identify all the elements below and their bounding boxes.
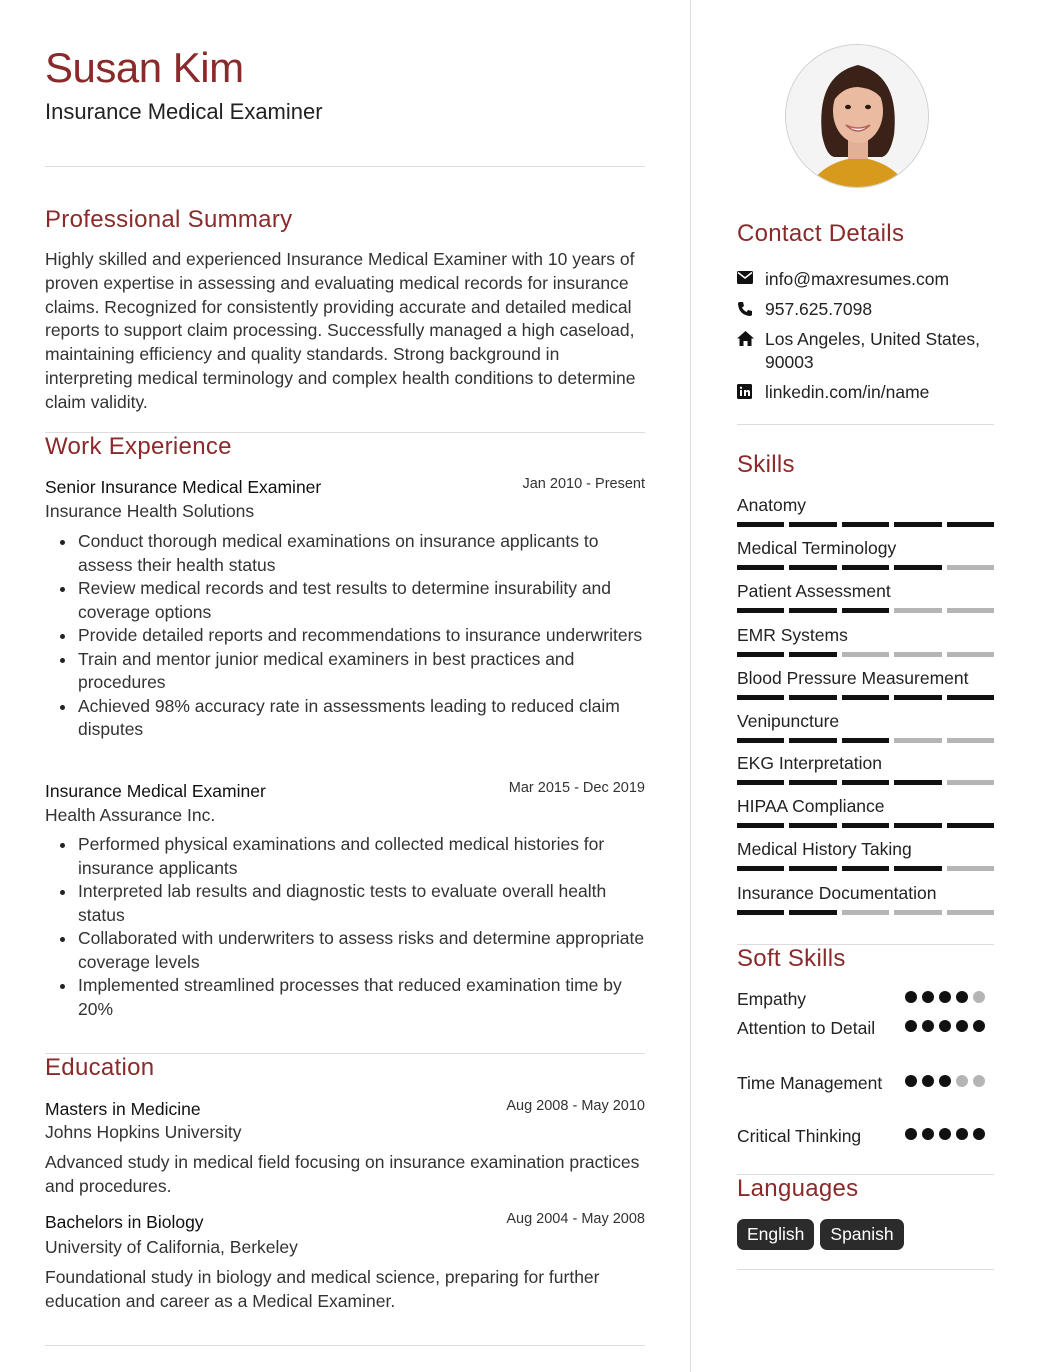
column-divider xyxy=(690,0,691,1372)
skill-level-segment xyxy=(947,695,994,700)
experience-heading: Work Experience xyxy=(45,433,232,460)
skill-level-segment xyxy=(789,738,836,743)
skill-level-segment xyxy=(947,522,994,527)
skill-label: Medical History Taking xyxy=(737,839,912,859)
skill-level-segment xyxy=(894,565,941,570)
skill-label: Anatomy xyxy=(737,495,807,515)
skill-level-segment xyxy=(789,522,836,527)
skill-level-segment xyxy=(842,866,889,871)
skill-level-segment xyxy=(894,652,941,657)
home-icon xyxy=(737,328,765,351)
skill-row xyxy=(737,838,994,871)
profile-photo xyxy=(785,44,929,188)
skill-level-bar xyxy=(737,652,994,657)
skill-level-segment xyxy=(842,780,889,785)
skill-level-segment xyxy=(737,866,784,871)
skill-level-segment xyxy=(842,695,889,700)
job-organization: Insurance Health Solutions xyxy=(45,501,255,521)
skill-row xyxy=(737,795,994,828)
list-item: Collaborated with underwriters to assess risks and determine appropriate coverage levels xyxy=(45,927,645,974)
contact-heading: Contact Details xyxy=(737,220,905,247)
skill-level-segment xyxy=(789,565,836,570)
skill-level-bar xyxy=(737,695,994,700)
divider xyxy=(737,1269,994,1270)
skill-label: EMR Systems xyxy=(737,625,848,645)
rating-dot xyxy=(905,991,917,1003)
linkedin-icon xyxy=(737,381,765,404)
skill-level-segment xyxy=(842,910,889,915)
summary-heading: Professional Summary xyxy=(45,206,293,233)
rating-dot xyxy=(939,1128,951,1140)
job-date: Jan 2010 - Present xyxy=(522,476,645,492)
list-item: Achieved 98% accuracy rate in assessments leading to reduced claim disputes xyxy=(45,695,645,742)
education-description: Advanced study in medical field focusing on insurance examination practices and procedures. xyxy=(45,1152,640,1196)
soft-skill-label: Critical Thinking xyxy=(737,1126,862,1146)
summary-text: Highly skilled and experienced Insurance Medical Examiner with 10 years of proven expertise in assessing and evaluating medical records for insurance claims. Recognized for consistently providing accurate and detailed medical reports to support claim processing. Successfully managed a high caseload, maintaining efficiency and quality standards. Strong background in interpreting medical terminology and complex health conditions to determine claim validity. xyxy=(45,249,636,412)
skill-level-bar xyxy=(737,565,994,570)
skill-level-segment xyxy=(947,652,994,657)
skill-level-segment xyxy=(789,910,836,915)
skill-row xyxy=(737,710,994,743)
job-organization: Health Assurance Inc. xyxy=(45,805,216,825)
skill-level-segment xyxy=(789,866,836,871)
soft-skill-rating xyxy=(905,1128,985,1140)
skill-label: Venipuncture xyxy=(737,711,840,731)
job-bullets xyxy=(45,530,645,742)
skill-level-segment xyxy=(894,522,941,527)
degree-title: Bachelors in Biology xyxy=(45,1212,204,1232)
rating-dot xyxy=(956,991,968,1003)
education-description: Foundational study in biology and medical science, preparing for further education and career as a Medical Examiner. xyxy=(45,1267,600,1311)
skill-level-segment xyxy=(842,652,889,657)
skill-level-segment xyxy=(947,823,994,828)
skill-level-segment xyxy=(842,738,889,743)
soft-skills-heading: Soft Skills xyxy=(737,945,846,972)
skill-level-segment xyxy=(842,522,889,527)
skill-label: EKG Interpretation xyxy=(737,753,882,773)
rating-dot xyxy=(973,1128,985,1140)
skill-level-segment xyxy=(947,866,994,871)
skill-level-bar xyxy=(737,910,994,915)
skill-level-segment xyxy=(842,823,889,828)
skill-level-segment xyxy=(737,780,784,785)
skill-row xyxy=(737,537,994,570)
education-date: Aug 2004 - May 2008 xyxy=(506,1211,645,1227)
skill-label: Medical Terminology xyxy=(737,538,897,558)
divider xyxy=(45,166,645,167)
soft-skill-label: Empathy xyxy=(737,989,807,1009)
skill-level-segment xyxy=(894,695,941,700)
language-chip: Spanish xyxy=(820,1219,903,1250)
rating-dot xyxy=(973,1075,985,1087)
skill-level-segment xyxy=(894,910,941,915)
contact-linkedin[interactable] xyxy=(737,381,994,404)
skill-label: Insurance Documentation xyxy=(737,883,937,903)
skill-row xyxy=(737,624,994,657)
contact-email[interactable] xyxy=(737,268,994,291)
rating-dot xyxy=(922,991,934,1003)
rating-dot xyxy=(956,1128,968,1140)
skill-row xyxy=(737,882,994,915)
rating-dot xyxy=(956,1020,968,1032)
job-title: Insurance Medical Examiner xyxy=(45,781,266,801)
skill-level-bar xyxy=(737,608,994,613)
school-name: Johns Hopkins University xyxy=(45,1122,242,1142)
divider xyxy=(45,1345,645,1346)
skill-level-bar xyxy=(737,823,994,828)
education-date: Aug 2008 - May 2010 xyxy=(506,1098,645,1114)
skill-level-segment xyxy=(737,823,784,828)
rating-dot xyxy=(922,1075,934,1087)
skill-level-segment xyxy=(894,823,941,828)
rating-dot xyxy=(939,991,951,1003)
skill-level-bar xyxy=(737,866,994,871)
soft-skill-label: Time Management xyxy=(737,1073,883,1093)
rating-dot xyxy=(973,991,985,1003)
languages-list xyxy=(737,1219,904,1250)
envelope-icon xyxy=(737,268,765,289)
skill-label: Patient Assessment xyxy=(737,581,891,601)
skill-level-segment xyxy=(737,910,784,915)
skill-level-bar xyxy=(737,780,994,785)
rating-dot xyxy=(922,1020,934,1032)
skill-row xyxy=(737,494,994,527)
rating-dot xyxy=(939,1020,951,1032)
skill-level-segment xyxy=(737,738,784,743)
job-bullets xyxy=(45,833,645,1021)
skill-level-segment xyxy=(737,565,784,570)
soft-skill-rating xyxy=(905,991,985,1003)
phone-icon xyxy=(737,298,765,322)
rating-dot xyxy=(905,1020,917,1032)
skill-level-segment xyxy=(947,910,994,915)
candidate-title: Insurance Medical Examiner xyxy=(45,99,323,124)
skill-row xyxy=(737,667,994,700)
rating-dot xyxy=(922,1128,934,1140)
address-text: Los Angeles, United States, 90003 xyxy=(765,329,980,372)
degree-title: Masters in Medicine xyxy=(45,1099,201,1119)
skill-level-segment xyxy=(737,652,784,657)
skill-level-segment xyxy=(894,866,941,871)
skill-label: Blood Pressure Measurement xyxy=(737,668,969,688)
skill-level-segment xyxy=(947,608,994,613)
skill-level-segment xyxy=(737,608,784,613)
soft-skill-rating xyxy=(905,1075,985,1087)
job-title: Senior Insurance Medical Examiner xyxy=(45,477,322,497)
skills-heading: Skills xyxy=(737,451,795,478)
rating-dot xyxy=(905,1128,917,1140)
skill-level-segment xyxy=(894,780,941,785)
email-text: info@maxresumes.com xyxy=(765,269,950,289)
skill-level-segment xyxy=(789,780,836,785)
skill-level-segment xyxy=(842,608,889,613)
skill-level-segment xyxy=(789,608,836,613)
phone-text: 957.625.7098 xyxy=(765,299,873,319)
list-item: Provide detailed reports and recommendations to insurance underwriters xyxy=(45,624,645,648)
skill-level-segment xyxy=(947,565,994,570)
rating-dot xyxy=(939,1075,951,1087)
skill-level-segment xyxy=(894,738,941,743)
job-date: Mar 2015 - Dec 2019 xyxy=(508,780,645,796)
language-chip: English xyxy=(737,1219,814,1250)
rating-dot xyxy=(956,1075,968,1087)
skill-row xyxy=(737,580,994,613)
skill-level-segment xyxy=(947,738,994,743)
list-item: Implemented streamlined processes that reduced examination time by 20% xyxy=(45,974,645,1021)
school-name: University of California, Berkeley xyxy=(45,1237,298,1257)
list-item: Performed physical examinations and collected medical histories for insurance applicants xyxy=(45,833,645,880)
skill-level-bar xyxy=(737,522,994,527)
rating-dot xyxy=(905,1075,917,1087)
skill-level-segment xyxy=(737,695,784,700)
languages-heading: Languages xyxy=(737,1175,859,1202)
skill-level-segment xyxy=(789,695,836,700)
rating-dot xyxy=(973,1020,985,1032)
contact-phone[interactable] xyxy=(737,298,994,322)
contact-address xyxy=(737,328,994,374)
skill-label: HIPAA Compliance xyxy=(737,796,885,816)
skill-level-segment xyxy=(842,565,889,570)
linkedin-text: linkedin.com/in/name xyxy=(765,382,930,402)
skill-level-bar xyxy=(737,738,994,743)
skill-level-segment xyxy=(789,823,836,828)
soft-skill-label: Attention to Detail xyxy=(737,1018,876,1038)
list-item: Interpreted lab results and diagnostic tests to evaluate overall health status xyxy=(45,880,645,927)
soft-skill-rating xyxy=(905,1020,985,1032)
divider xyxy=(737,424,994,425)
skill-level-segment xyxy=(789,652,836,657)
education-heading: Education xyxy=(45,1054,155,1081)
list-item: Review medical records and test results to determine insurability and coverage options xyxy=(45,577,645,624)
skill-level-segment xyxy=(947,780,994,785)
skill-row xyxy=(737,752,994,785)
list-item: Train and mentor junior medical examiners in best practices and procedures xyxy=(45,648,645,695)
skill-level-segment xyxy=(737,522,784,527)
skill-level-segment xyxy=(894,608,941,613)
list-item: Conduct thorough medical examinations on insurance applicants to assess their health status xyxy=(45,530,645,577)
candidate-name: Susan Kim xyxy=(45,44,244,91)
